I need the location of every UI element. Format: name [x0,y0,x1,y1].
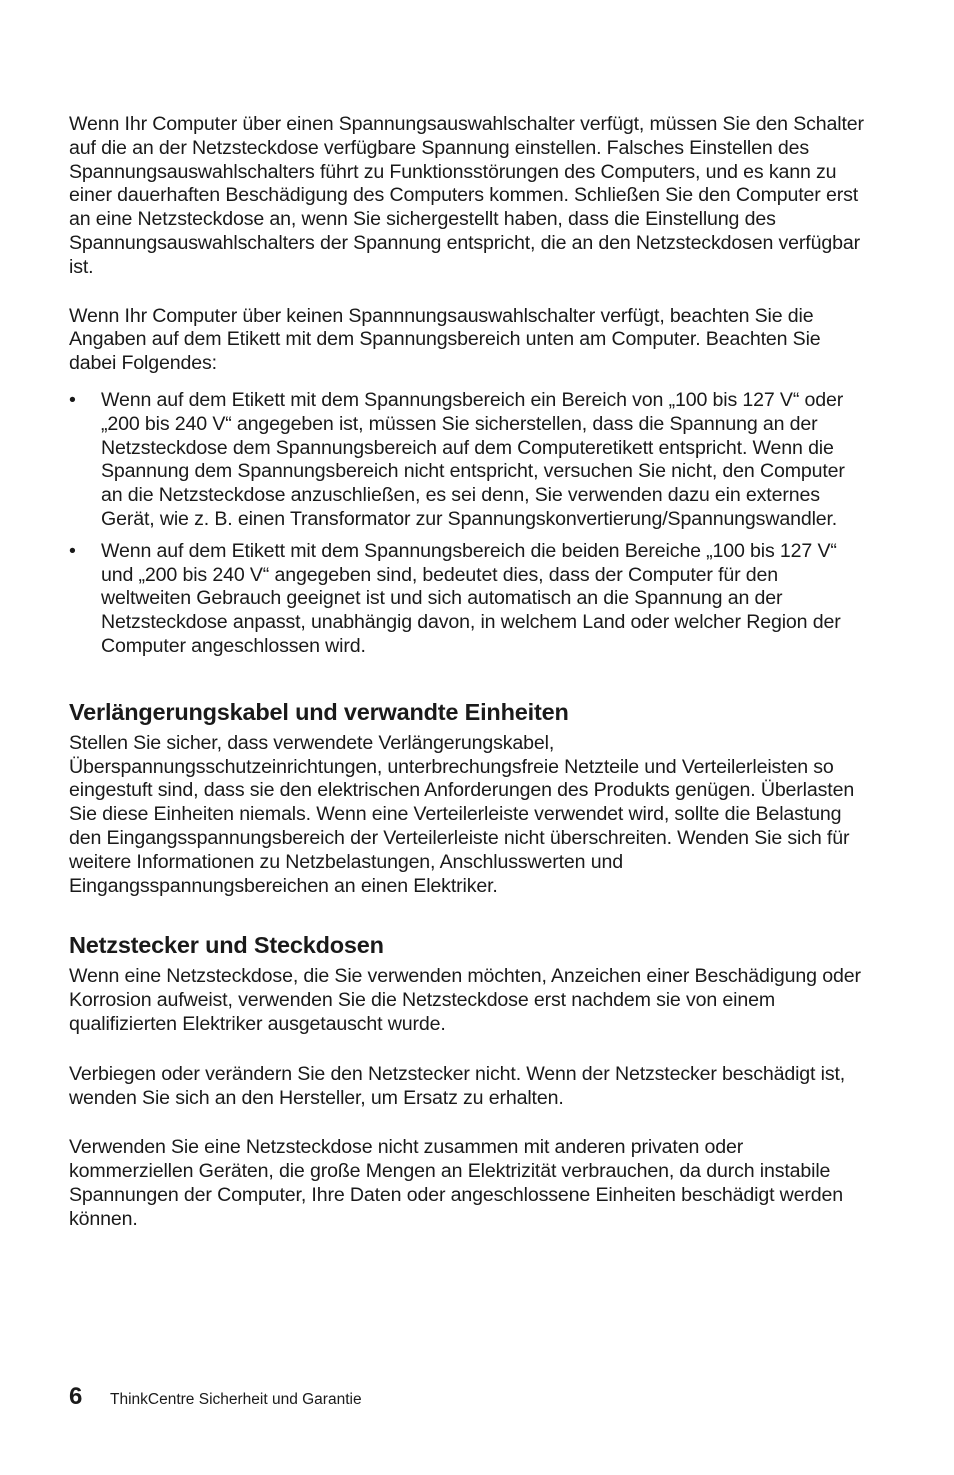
section-heading-extension-cords: Verlängerungskabel und verwandte Einheiten [69,698,569,725]
extension-cords-paragraph: Stellen Sie sicher, dass verwendete Verlängerungskabel, Überspannungsschutzeinrichtungen, unterbrechungsfreie Netzteile und Verteilerleisten so eingestuft sind, dass sie den elektrischen Anforderungen des Produkts genügen. Überlasten Sie diese Einheiten niemals. Wenn eine Verteilerleiste verwendet wird, sollte die Belastung den Eingangsspannungsbereich der Verteilerleiste nicht überschreiten. Wenden Sie sich für weitere Informationen zu Netzbelastungen, Anschlusswerten und Eingangsspannungsbereichen an einen Elektriker. [69,731,855,897]
intro-paragraph-no-switch: Wenn Ihr Computer über keinen Spannnungsauswahlschalter verfügt, beachten Sie die Angaben auf dem Etikett mit dem Spannungsbereich unten am Computer. Beachten Sie dabei Folgendes: [69,304,821,375]
bullet-icon: • [69,388,76,411]
footer-document-title: ThinkCentre Sicherheit und Garantie [110,1391,362,1408]
bullet-icon: • [69,539,76,562]
plugs-paragraph-bend-plug: Verbiegen oder verändern Sie den Netzstecker nicht. Wenn der Netzstecker beschädigt ist, wenden Sie sich an den Hersteller, um Ersatz zu erhalten. [69,1062,846,1109]
voltage-bullet-list [69,389,869,659]
list-item [69,389,869,532]
list-item [69,540,869,659]
page-content [69,113,869,1231]
section-heading-plugs-outlets: Netzstecker und Steckdosen [69,932,384,959]
page-number: 6 [69,1383,83,1410]
intro-paragraph-voltage-switch: Wenn Ihr Computer über einen Spannungsauswahlschalter verfügt, müssen Sie den Schalter auf die an der Netzsteckdose verfügbare Spannung einstellen. Falsches Einstellen des Spannungsauswahlschalters führt zu Funktionsstörungen des Computers, und es kann zu einer dauerhaften Beschädigung des Computers kommen. Schließen Sie den Computer erst an eine Netzsteckdose an, wenn Sie sichergestellt haben, dass die Einstellung des Spannungsauswahlschalters der Spannung entspricht, die an den Netzsteckdosen verfügbar ist. [69,113,864,278]
list-item-text: Wenn auf dem Etikett mit dem Spannungsbereich die beiden Bereiche „100 bis 127 V“ und „200 bis 240 V“ angegeben sind, bedeutet dies, dass der Computer für den weltweiten Gebrauch geeignet ist und sich automatisch an die Spannung an der Netzsteckdose anpasst, unabhängig davon, in welchem Land oder welcher Region der Computer angeschlossen wird. [101,539,841,657]
plugs-paragraph-shared-outlet: Verwenden Sie eine Netzsteckdose nicht zusammen mit anderen privaten oder kommerziellen Geräten, die große Mengen an Elektrizität verbrauchen, da durch instabile Spannungen der Computer, Ihre Daten oder angeschlossene Einheiten beschädigt werden können. [69,1136,844,1230]
page-footer [69,1383,362,1415]
plugs-paragraph-damaged-outlet: Wenn eine Netzsteckdose, die Sie verwenden möchten, Anzeichen einer Beschädigung oder Korrosion aufweist, verwenden Sie die Netzsteckdose erst nachdem sie von einem qualifizierten Elektriker ausgetauscht wurde. [69,965,861,1035]
list-item-text: Wenn auf dem Etikett mit dem Spannungsbereich ein Bereich von „100 bis 127 V“ oder „200 bis 240 V“ angegeben ist, müssen Sie sicherstellen, dass die Spannung an der Netzsteckdose dem Spannungsbereich auf dem Computeretikett entspricht. Wenn die Spannung dem Spannungsbereich nicht entspricht, versuchen Sie nicht, den Computer an die Netzsteckdose anzuschließen, es sei denn, Sie verwenden dazu ein externes Gerät, wie z. B. einen Transformator zur Spannungskonvertierung/Spannungswandler. [101,388,845,530]
